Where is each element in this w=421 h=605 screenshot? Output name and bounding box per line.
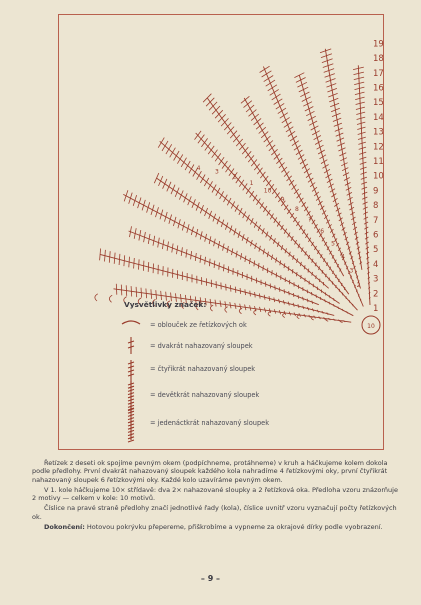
stitch-tick — [284, 263, 285, 268]
stitch-tick — [268, 85, 277, 91]
stitch-tick — [293, 303, 294, 307]
stitch-tick — [215, 300, 216, 307]
stitch-tick — [269, 145, 275, 151]
stitch-tick — [212, 185, 216, 193]
stitch-tick — [253, 195, 257, 201]
stitch-tick — [221, 118, 228, 126]
stitch-tick — [304, 169, 310, 174]
stitch-tick — [316, 275, 317, 279]
stitch-tick — [280, 260, 281, 265]
stitch-tick — [263, 206, 267, 212]
stitch-tick — [300, 262, 301, 266]
stitch-tick — [139, 259, 140, 269]
stitch-tick — [270, 214, 273, 220]
stitch-tick — [322, 211, 326, 215]
stitch-tick — [258, 225, 261, 231]
stitch-tick — [320, 297, 321, 300]
stitch-tick — [189, 165, 194, 174]
stitch-tick — [300, 159, 306, 164]
stitch-tick — [159, 176, 163, 186]
stitch-tick — [100, 249, 101, 261]
stitch-tick — [291, 236, 293, 241]
diagram-stitches — [100, 49, 371, 322]
stitch-tick — [162, 141, 168, 151]
stitch-tick — [286, 127, 293, 132]
stitch-tick — [328, 224, 331, 228]
stitch-tick — [260, 202, 264, 208]
stitch-tick — [241, 96, 250, 103]
stitch-tick — [148, 262, 149, 272]
stitch-tick — [200, 175, 205, 183]
row-number: 9 — [373, 186, 379, 197]
stitch-tick — [276, 103, 284, 109]
stitch-tick — [171, 185, 175, 194]
stitch-tick — [131, 286, 132, 296]
stitch-tick — [245, 289, 246, 295]
row-arc — [297, 315, 300, 319]
stitch-tick — [212, 106, 220, 114]
row-number: 3 — [373, 274, 379, 285]
stitch-tick — [151, 205, 154, 215]
stitch-tick — [200, 255, 201, 263]
stitch-tick — [215, 110, 223, 118]
stitch-tick — [310, 183, 315, 187]
row-arc — [210, 305, 213, 311]
stitch-tick — [299, 198, 303, 203]
row-number: 11 — [373, 157, 384, 167]
instructions-paragraph-2: V 1. kole háčkujeme 10× střídavě: dva 2× nahazované sloupky a 2 řetízková oka. Předloha vzoru znázorňuje 2 motivy — celkem v kole: 10 motivů. — [32, 485, 398, 503]
row-number: 12 — [373, 142, 384, 153]
stitch-tick — [225, 301, 226, 307]
stitch-tick — [308, 178, 313, 182]
stitch-tick — [322, 270, 323, 274]
stitch-spoke — [207, 98, 349, 294]
stitch-tick — [306, 173, 312, 178]
stitch-tick — [105, 250, 106, 262]
stitch-tick — [284, 229, 287, 234]
stitch-tick — [316, 295, 317, 298]
stitch-tick — [109, 251, 110, 263]
stitch-tick — [205, 257, 206, 265]
stitch-tick — [284, 122, 292, 127]
stitch-tick — [301, 248, 303, 252]
stitch-tick — [312, 292, 313, 295]
chain-arch-icon — [122, 321, 140, 324]
stitch-tick — [184, 193, 188, 202]
stitch-tick — [263, 265, 264, 270]
stitch-tick — [288, 131, 295, 136]
stitch-tick — [308, 307, 309, 310]
stitch-tick — [209, 259, 210, 267]
chain-count-number: 6 — [320, 228, 325, 236]
stitch-tick — [186, 249, 187, 257]
stitch-tick — [119, 254, 120, 265]
stitch-tick — [320, 206, 324, 210]
stitch-tick — [266, 232, 268, 238]
stitch-tick — [188, 196, 192, 205]
stitch-tick — [121, 285, 122, 296]
chain-count-number: 8 — [294, 205, 299, 213]
stitch-tick — [359, 294, 360, 296]
stitch-tick — [154, 173, 159, 183]
stitch-tick — [342, 309, 343, 311]
stitch-tick — [245, 256, 246, 262]
stitch-tick — [296, 150, 303, 155]
row-number: 1 — [373, 304, 379, 314]
stitch-tick — [329, 302, 330, 305]
stitch-tick — [264, 76, 274, 82]
stitch-tick — [143, 261, 144, 271]
stitch-tick — [204, 178, 209, 186]
stitch-tick — [269, 296, 270, 301]
legend-item-quad-treble: = čtyřikrát nahazovaný sloupek — [150, 365, 256, 373]
stitch-tick — [221, 220, 224, 227]
stitch-tick — [197, 171, 202, 180]
legend-item-double-treble: = dvakrát nahazovaný sloupek — [150, 342, 253, 350]
stitch-tick — [333, 304, 334, 306]
stitch-tick — [240, 288, 241, 294]
stitch-tick — [254, 261, 255, 267]
chain-count-number: 2 — [232, 173, 237, 181]
quad-treble-icon — [128, 360, 134, 384]
stitch-tick — [205, 208, 208, 216]
finishing-label: Dokončení: — [44, 523, 85, 532]
stitch-tick — [288, 302, 289, 306]
stitch-tick — [129, 257, 130, 268]
stitch-tick — [146, 289, 147, 299]
stitch-tick — [266, 80, 275, 86]
stitch-tick — [209, 211, 212, 219]
stitch-tick — [274, 99, 283, 105]
stitch-tick — [136, 287, 137, 297]
stitch-tick — [312, 187, 317, 191]
row-number: 4 — [373, 259, 379, 270]
stitch-tick — [303, 306, 304, 309]
stitch-tick — [260, 66, 270, 72]
stitch-tick — [292, 185, 297, 190]
row-number: 15 — [373, 98, 384, 109]
stitch-tick — [175, 188, 179, 197]
stitch-tick — [255, 292, 256, 297]
stitch-tick — [246, 105, 254, 112]
row-number: 8 — [373, 201, 379, 212]
stitch-tick — [124, 190, 128, 201]
stitch-tick — [216, 188, 220, 196]
stitch-tick — [225, 223, 228, 230]
stitch-tick — [276, 158, 282, 164]
stitch-tick — [243, 212, 246, 219]
stitch-tick — [259, 293, 260, 298]
row-number: 13 — [373, 127, 384, 138]
stitch-tick — [249, 110, 257, 117]
stitch-tick — [324, 215, 328, 219]
stitch-tick — [138, 198, 141, 209]
stitch-tick — [343, 321, 345, 322]
chain-count-number: 10 — [263, 187, 272, 195]
stitch-tick — [332, 234, 335, 237]
instructions-paragraph-3: Číslice na pravé straně předlohy značí jednotlivé řady (kola), číslice uvnitř vzoru vyznačují počty řetízkových ok. — [32, 504, 397, 521]
stitch-tick — [294, 145, 301, 150]
chain-count-number: 1 — [249, 180, 254, 188]
stitch-tick — [279, 299, 280, 303]
stitch-tick — [256, 123, 263, 129]
stitch-tick — [196, 202, 199, 210]
stitch-tick — [312, 301, 313, 304]
stitch-tick — [282, 117, 290, 122]
stitch-tick — [163, 179, 167, 189]
stitch-tick — [133, 195, 136, 206]
diagram-spokes — [100, 49, 370, 322]
stitch-tick — [141, 288, 142, 298]
stitch-tick — [274, 217, 277, 223]
stitch-tick — [231, 201, 235, 208]
stitch-tick — [298, 295, 299, 299]
stitch-tick — [250, 291, 251, 297]
stitch-tick — [298, 304, 299, 308]
stitch-tick — [288, 233, 290, 238]
legend-title: Vysvětlivky značek: — [124, 300, 207, 309]
row-arc — [95, 294, 98, 301]
stitch-tick — [281, 225, 284, 230]
stitch-tick — [288, 266, 289, 271]
stitch-tick — [295, 240, 297, 245]
stitch-tick — [334, 298, 335, 301]
stitch-tick — [262, 71, 272, 77]
stitch-tick — [326, 274, 327, 277]
legend-item-chain-arch: = oblouček ze řetízkových ok — [150, 321, 247, 329]
instructions-paragraph-4 — [32, 523, 404, 531]
stitch-tick — [126, 285, 127, 296]
stitch-tick — [214, 261, 215, 268]
stitch-tick — [290, 136, 297, 141]
stitch-tick — [330, 229, 333, 233]
stitch-tick — [116, 284, 117, 295]
stitch-tick — [259, 127, 266, 133]
stitch-tick — [316, 197, 321, 201]
stitch-tick — [297, 193, 301, 198]
stitch-tick — [217, 217, 220, 225]
stitch-tick — [218, 114, 226, 122]
stitch-tick — [293, 293, 294, 297]
stitch-tick — [166, 144, 172, 154]
stitch-tick — [281, 167, 287, 172]
stitch-tick — [124, 255, 125, 266]
stitch-tick — [241, 253, 242, 259]
stitch-tick — [208, 181, 212, 189]
stitch-tick — [353, 304, 354, 306]
stitch-tick — [249, 258, 250, 264]
chain-count-number: 3 — [214, 168, 219, 176]
stitch-tick — [191, 251, 192, 259]
instructions-text — [32, 459, 404, 533]
chain-count-number: 7 — [308, 216, 313, 224]
stitch-spoke — [358, 65, 370, 305]
row-number: 2 — [373, 289, 379, 300]
stitch-tick — [129, 193, 133, 204]
row-number: 19 — [373, 39, 384, 50]
stitch-tick — [220, 301, 221, 308]
diagram-row-numbers — [373, 39, 384, 314]
stitch-tick — [142, 200, 145, 211]
stitch-tick — [192, 199, 196, 208]
stitch-tick — [209, 102, 217, 110]
row-number: 17 — [373, 68, 384, 79]
stitch-tick — [283, 300, 284, 304]
stitch-tick — [235, 205, 238, 212]
stitch-tick — [302, 164, 308, 169]
stitch-tick — [258, 263, 259, 269]
stitch-tick — [174, 151, 180, 161]
stitch-tick — [272, 94, 281, 100]
stitch-tick — [181, 158, 186, 167]
chain-count-number: 2 — [356, 282, 361, 289]
row-number: 7 — [373, 215, 379, 226]
chain-count-number: 9 — [280, 196, 285, 204]
stitch-tick — [279, 163, 285, 169]
row-number: 6 — [373, 230, 379, 241]
stitch-tick — [179, 191, 183, 200]
stitch-tick — [219, 263, 220, 270]
stitch-tick — [298, 155, 304, 160]
legend-item-nine-treble: = devětkrát nahazovaný sloupek — [150, 391, 260, 399]
stitch-tick — [347, 311, 348, 313]
stitch-tick — [203, 94, 211, 103]
stitch-tick — [134, 258, 135, 269]
stitch-tick — [314, 192, 319, 196]
stitch-tick — [329, 278, 330, 281]
page-number: – 9 – — [200, 574, 221, 583]
row-number: 16 — [373, 83, 384, 94]
stitch-tick — [210, 299, 211, 306]
stitch-tick — [284, 171, 289, 176]
stitch-tick — [277, 221, 280, 226]
stitch-tick — [250, 218, 253, 224]
icon-tick — [128, 440, 134, 442]
stitch-tick — [312, 272, 313, 276]
stitch-tick — [161, 291, 162, 300]
stitch-tick — [235, 287, 236, 293]
stitch-tick — [289, 291, 290, 295]
stitch-tick — [330, 295, 331, 298]
stitch-tick — [292, 269, 293, 273]
stitch-tick — [271, 149, 277, 155]
stitch-tick — [220, 191, 224, 199]
stitch-tick — [274, 298, 275, 303]
stitch-tick — [156, 290, 157, 299]
stitch-tick — [342, 283, 343, 286]
row-number: 14 — [373, 112, 384, 123]
stitch-spoke — [123, 194, 353, 315]
stitch-tick — [319, 266, 320, 270]
eleven-treble-icon — [128, 406, 134, 442]
row-number: 5 — [373, 245, 379, 256]
legend-item-eleven-treble: = jedenáctkrát nahazovaný sloupek — [150, 419, 270, 427]
stitch-tick — [278, 108, 286, 114]
stitch-tick — [213, 214, 216, 222]
stitch-tick — [224, 264, 225, 271]
row-number: 10 — [373, 171, 384, 182]
stitch-tick — [308, 269, 309, 273]
stitch-tick — [298, 244, 300, 249]
stitch-tick — [114, 253, 115, 264]
stitch-tick — [303, 297, 304, 301]
stitch-tick — [267, 268, 268, 273]
stitch-tick — [239, 208, 242, 215]
stitch-tick — [272, 270, 273, 275]
stitch-tick — [156, 207, 159, 217]
double-treble-icon — [128, 337, 134, 354]
stitch-tick — [280, 113, 288, 119]
chain-count-number: 3 — [349, 267, 354, 275]
row-arc — [109, 295, 112, 302]
stitch-spoke — [157, 178, 340, 303]
stitch-tick — [292, 141, 299, 146]
stitch-tick — [177, 154, 182, 163]
finishing-text: Hotovou pokrývku přepereme, přiškrobíme a vypneme za okrajové dírky podle vyobrazení. — [84, 523, 383, 532]
stitch-tick — [294, 189, 299, 194]
chain-count-number: 4 — [340, 253, 345, 261]
stitch-tick — [267, 210, 270, 216]
stitch-tick — [254, 222, 257, 228]
stitch-tick — [274, 154, 280, 160]
stitch-tick — [261, 132, 268, 138]
center-circle-label: 10 — [367, 323, 375, 330]
stitch-tick — [230, 226, 232, 233]
stitch-tick — [338, 307, 339, 309]
stitch-tick — [251, 114, 259, 121]
stitch-tick — [257, 199, 261, 205]
stitch-tick — [270, 89, 279, 95]
stitch-tick — [287, 176, 292, 181]
stitch-tick — [304, 265, 305, 269]
stitch-tick — [254, 118, 262, 125]
stitch-tick — [276, 258, 277, 263]
stitch-tick — [227, 198, 231, 205]
stitch-tick — [158, 138, 164, 148]
stitch-tick — [264, 295, 265, 300]
row-number: 18 — [373, 54, 384, 65]
stitch-tick — [289, 180, 294, 185]
instructions-paragraph-1: Řetízek z deseti ok spojíme pevným okem (podpíchneme, protáhneme) v kruh a háčkujeme kolem dokola podle předlohy. První dvakrát nahazovaný sloupek každého kola nahradíme 4 řetízkovými oky, první čtyřikrát nahazovaný sloupek 6 řetízkovými oky. Každé kolo uzavíráme pevným okem. — [32, 459, 388, 484]
stitch-tick — [307, 299, 308, 302]
stitch-tick — [266, 141, 273, 147]
chain-count-number: 5 — [331, 240, 336, 248]
stitch-tick — [185, 161, 190, 170]
stitch-tick — [297, 272, 298, 276]
row-arc — [254, 310, 257, 315]
stitch-tick — [167, 182, 171, 192]
stitch-tick — [224, 195, 228, 202]
stitch-tick — [318, 201, 322, 205]
stitch-tick — [247, 215, 250, 222]
stitch-tick — [206, 98, 214, 106]
chain-count-number: 4 — [196, 164, 201, 172]
stitch-tick — [200, 205, 203, 213]
stitch-tick — [147, 202, 150, 212]
stitch-tick — [325, 299, 326, 302]
stitch-tick — [244, 101, 252, 108]
stitch-tick — [170, 148, 176, 158]
stitch-tick — [262, 228, 264, 234]
stitch-tick — [151, 289, 152, 299]
stitch-tick — [195, 253, 196, 261]
stitch-tick — [264, 136, 271, 142]
